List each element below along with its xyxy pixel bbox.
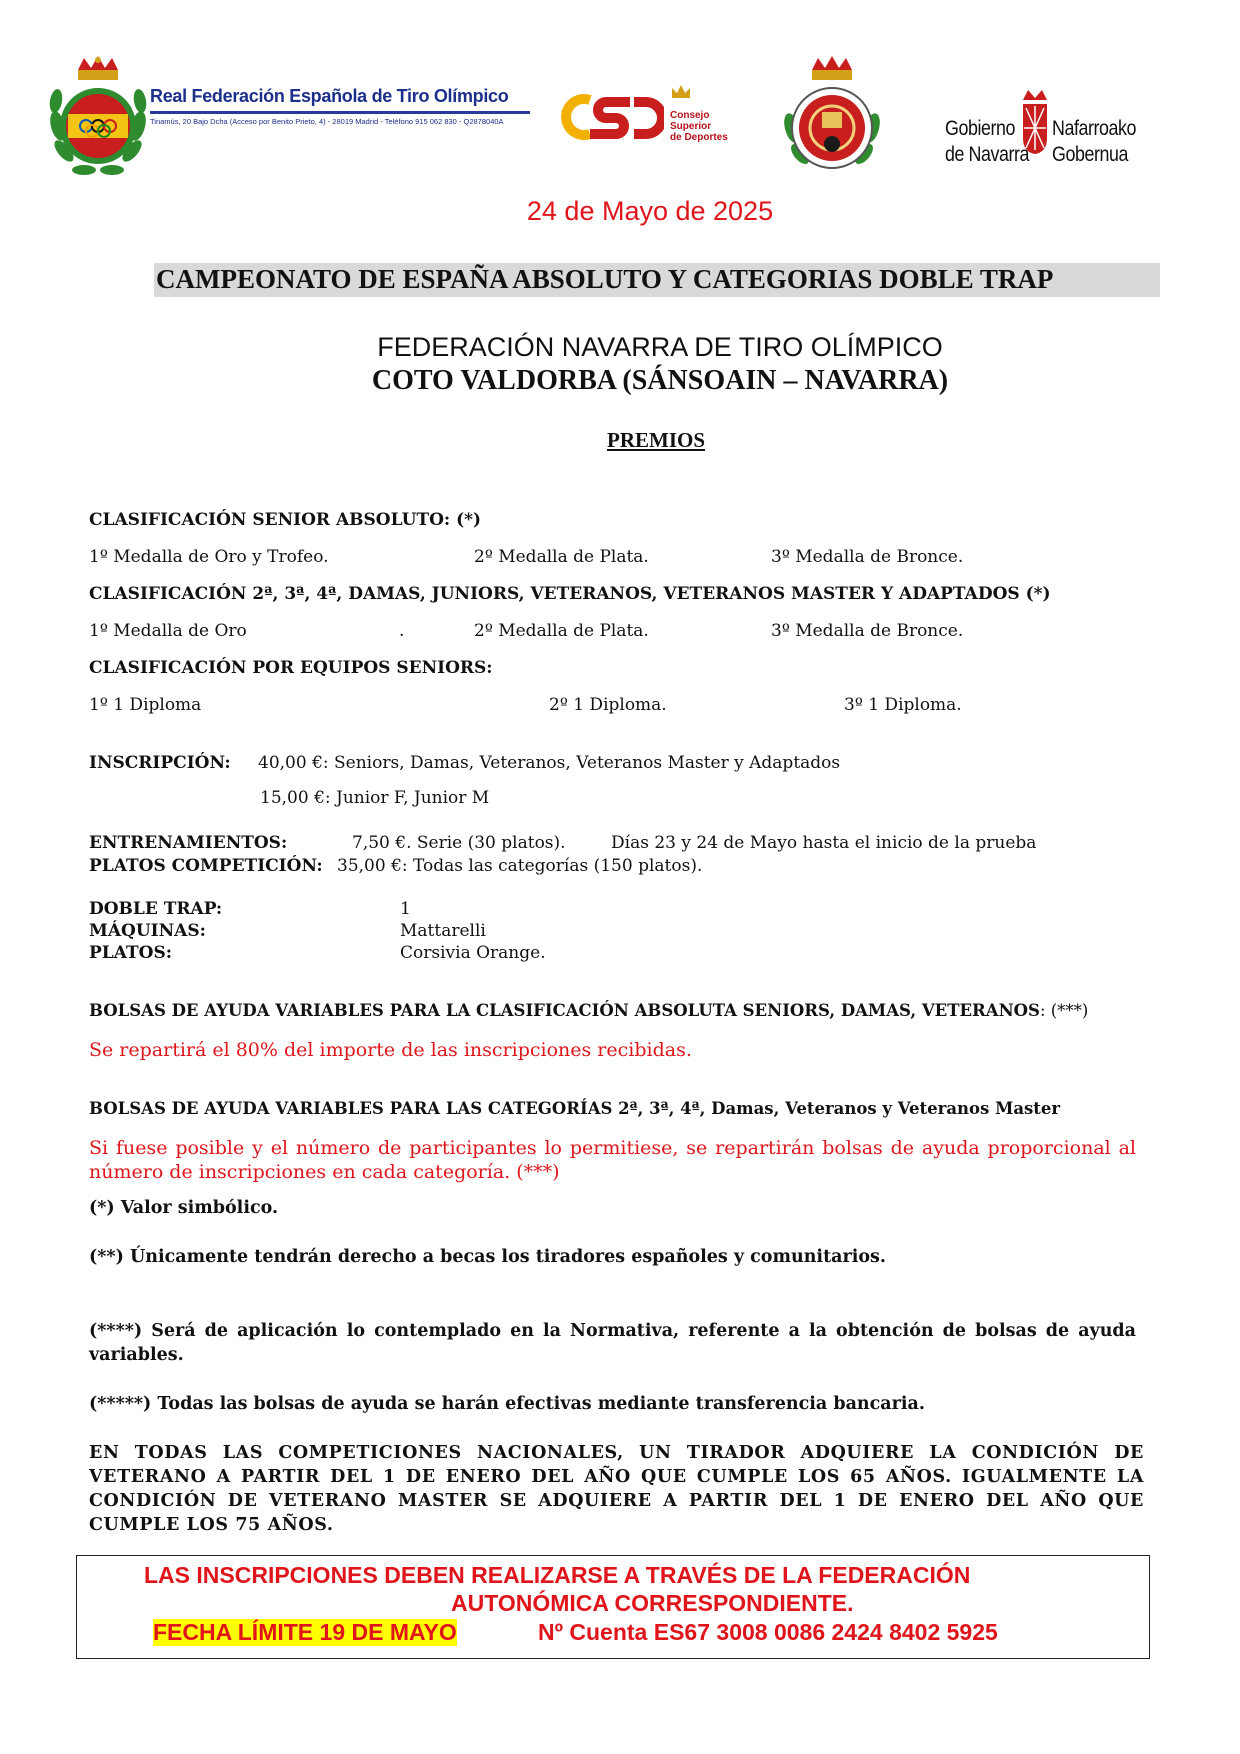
rfeto-name: Real Federación Española de Tiro Olímpico xyxy=(150,86,509,106)
csd-label-line1: Consejo xyxy=(670,110,710,121)
inscripciones-notice-box xyxy=(76,1555,1150,1659)
nafarroako-line2: Gobernua xyxy=(1052,143,1128,166)
entrenamientos-days: Días 23 y 24 de Mayo hasta el inicio de la prueba xyxy=(611,833,1037,853)
federation-name: FEDERACIÓN NAVARRA DE TIRO OLÍMPICO xyxy=(377,332,943,362)
bolsas-absoluta-heading xyxy=(89,1001,1088,1020)
spec-label-maquinas: MÁQUINAS: xyxy=(89,921,206,941)
crown-icon xyxy=(78,56,118,80)
csd-label-line3: de Deportes xyxy=(670,132,728,143)
senior-prize-1: 1º Medalla de Oro y Trofeo. xyxy=(89,547,329,567)
spec-label-doble-trap: DOBLE TRAP: xyxy=(89,899,223,919)
venue-name: COTO VALDORBA (SÁNSOAIN – NAVARRA) xyxy=(371,365,949,396)
spec-label-platos: PLATOS: xyxy=(89,943,173,963)
spec-value-platos: Corsivia Orange. xyxy=(400,943,546,963)
platos-competicion-label: PLATOS COMPETICIÓN: xyxy=(89,856,323,876)
note-valor-simbolico: (*) Valor simbólico. xyxy=(89,1198,279,1218)
bolsas-categorias-text: Si fuese posible y el número de participantes lo permitiese, se repartirán bolsas de ayuda proporcional al número de inscripciones en cada categoría. (***) xyxy=(89,1137,1136,1183)
bolsas-absoluta-text: Se repartirá el 80% del importe de las inscripciones recibidas. xyxy=(89,1039,692,1061)
championship-title: CAMPEONATO DE ESPAÑA ABSOLUTO Y CATEGORIAS DOBLE TRAP xyxy=(156,264,1054,294)
rfeto-address: Tinamús, 20 Bajo Dcha (Acceso por Benito Prieto, 4) - 28019 Madrid - Teléfono 915 062 830 - Q2878040A xyxy=(150,117,504,126)
event-date: 24 de Mayo de 2025 xyxy=(526,196,774,226)
gobierno-navarra-label xyxy=(945,116,1029,168)
categories-prize-3: 3º Medalla de Bronce. xyxy=(771,621,964,641)
note-becas: (**) Únicamente tendrán derecho a becas los tiradores españoles y comunitarios. xyxy=(89,1247,886,1267)
entrenamientos-label: ENTRENAMIENTOS: xyxy=(89,833,288,853)
fnto-crest-logo xyxy=(780,56,884,180)
inscripcion-fee-1: 40,00 €: Seniors, Damas, Veteranos, Veteranos Master y Adaptados xyxy=(258,753,841,773)
nafarroako-line1: Nafarroako xyxy=(1052,117,1137,140)
gobierno-line1: Gobierno xyxy=(945,117,1016,140)
senior-prize-2: 2º Medalla de Plata. xyxy=(474,547,649,567)
note-veteranos: EN TODAS LAS COMPETICIONES NACIONALES, UN TIRADOR ADQUIERE LA CONDICIÓN DE VETERANO A PARTIR DEL 1 DE ENERO DEL AÑO QUE CUMPLE LOS 65 AÑOS. IGUALMENTE LA CONDICIÓN DE VETERANO MASTER SE ADQUIERE A PARTIR DEL 1 DE ENERO DEL AÑO QUE CUMPLE LOS 75 AÑOS. xyxy=(89,1443,1144,1535)
teams-prize-2: 2º 1 Diploma. xyxy=(549,695,667,715)
note-transferencia: (*****) Todas las bolsas de ayuda se harán efectivas mediante transferencia bancaria. xyxy=(89,1394,925,1414)
teams-heading: CLASIFICACIÓN POR EQUIPOS SENIORS: xyxy=(89,658,493,678)
inscripcion-label: INSCRIPCIÓN: xyxy=(89,753,231,773)
bolsas-categorias-heading: BOLSAS DE AYUDA VARIABLES PARA LAS CATEGORÍAS 2ª, 3ª, 4ª, Damas, Veteranos y Veteranos Master xyxy=(89,1099,1061,1118)
premios-heading: PREMIOS xyxy=(607,428,706,452)
teams-prize-3: 3º 1 Diploma. xyxy=(844,695,962,715)
csd-label-line2: Superior xyxy=(670,121,712,132)
note-normativa: (****) Será de aplicación lo contemplado en la Normativa, referente a la obtención de bolsas de ayuda variables. xyxy=(89,1321,1136,1365)
entrenamientos-value: 7,50 €. Serie (30 platos). xyxy=(352,833,566,853)
categories-heading: CLASIFICACIÓN 2ª, 3ª, 4ª, DAMAS, JUNIORS, VETERANOS, VETERANOS MASTER Y ADAPTADOS (*) xyxy=(89,584,1051,604)
categories-dot: . xyxy=(399,621,405,641)
deadline-highlight: FECHA LÍMITE 19 DE MAYO xyxy=(153,1619,457,1645)
inscripcion-fee-2: 15,00 €: Junior F, Junior M xyxy=(260,788,490,808)
spec-value-maquinas: Mattarelli xyxy=(400,921,486,941)
senior-prize-3: 3º Medalla de Bronce. xyxy=(771,547,964,567)
bolsas-absoluta-title: BOLSAS DE AYUDA VARIABLES PARA LA CLASIFICACIÓN ABSOLUTA SENIORS, DAMAS, VETERANOS xyxy=(89,1001,1040,1020)
bolsas-absoluta-suffix: : (***) xyxy=(1039,1001,1089,1020)
senior-heading: CLASIFICACIÓN SENIOR ABSOLUTO: (*) xyxy=(89,510,482,530)
rfeto-header xyxy=(150,86,530,126)
spec-value-doble-trap: 1 xyxy=(400,899,411,919)
crown-icon xyxy=(812,56,852,80)
csd-label xyxy=(670,110,728,143)
rfeto-divider xyxy=(150,111,530,114)
platos-competicion-value: 35,00 €: Todas las categorías (150 platos). xyxy=(337,856,703,876)
categories-prize-2: 2º Medalla de Plata. xyxy=(474,621,649,641)
csd-logo-icon xyxy=(560,92,664,142)
notice-line1: LAS INSCRIPCIONES DEBEN REALIZARSE A TRAVÉS DE LA FEDERACIÓN xyxy=(144,1562,971,1588)
gobierno-line2: de Navarra xyxy=(945,143,1030,166)
teams-prize-1: 1º 1 Diploma xyxy=(89,695,202,715)
categories-prize-1: 1º Medalla de Oro xyxy=(89,621,247,641)
rfeto-crest-logo xyxy=(44,56,152,182)
notice-line2: AUTONÓMICA CORRESPONDIENTE. xyxy=(451,1590,854,1616)
bank-account: Nº Cuenta ES67 3008 0086 2424 8402 5925 xyxy=(538,1619,998,1645)
csd-crown-icon xyxy=(670,82,692,100)
nafarroako-gobernua-label xyxy=(1052,116,1136,168)
